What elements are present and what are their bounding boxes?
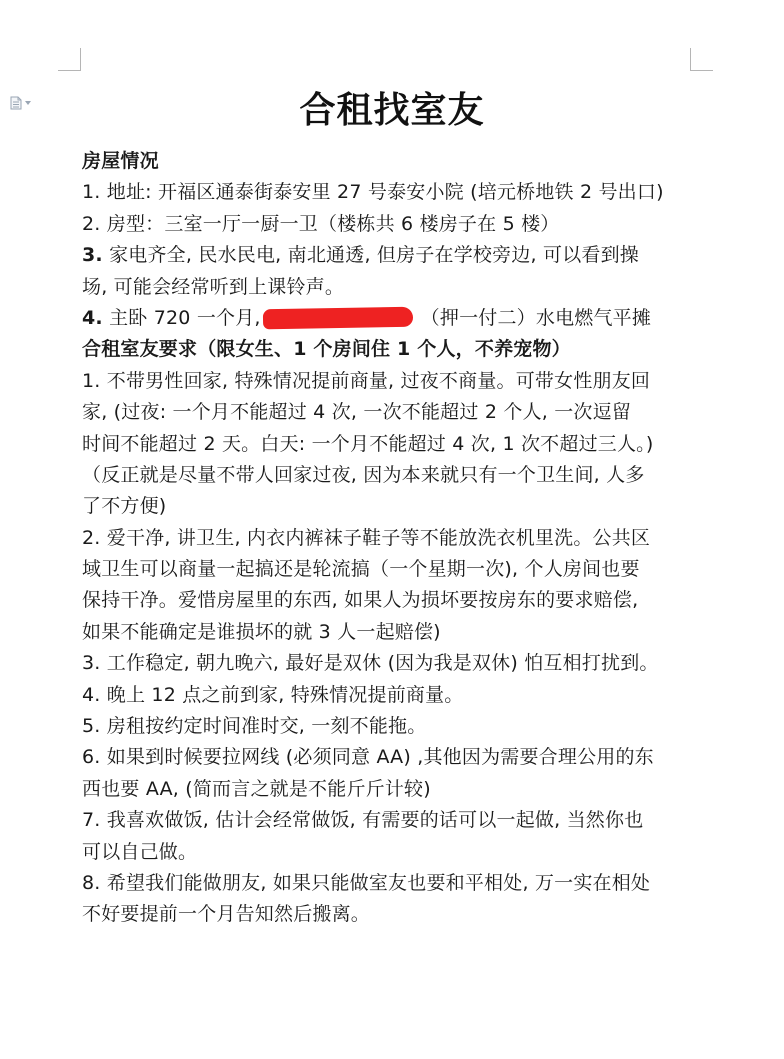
rent-text-after: （押一付二）水电燃气平摊 bbox=[420, 306, 652, 329]
requirement-line: 2. 爱干净, 讲卫生, 内衣内裤袜子鞋子等不能放洗衣机里洗。公共区 bbox=[82, 526, 651, 549]
item-number: 4. bbox=[82, 306, 103, 329]
requirement-line: （反正就是尽量不带人回家过夜, 因为本来就只有一个卫生间, 人多 bbox=[82, 463, 645, 486]
requirement-line: 如果不能确定是谁损坏的就 3 人一起赔偿) bbox=[82, 620, 441, 643]
section-heading-requirements: 合租室友要求（限女生、1 个房间住 1 个人，不养宠物） bbox=[82, 338, 571, 361]
house-line-appliances-text: 家电齐全, 民水民电, 南北通透, 但房子在学校旁边, 可以看到操 bbox=[102, 244, 640, 267]
requirement-line: 域卫生可以商量一起搞还是轮流搞（一个星期一次), 个人房间也要 bbox=[82, 558, 640, 581]
requirement-line: 1. 不带男性回家, 特殊情况提前商量, 过夜不商量。可带女性朋友回 bbox=[82, 369, 651, 392]
house-line-layout: 2. 房型：三室一厅一厨一卫（楼栋共 6 楼房子在 5 楼） bbox=[82, 212, 560, 235]
requirement-line: 7. 我喜欢做饭, 估计会经常做饭, 有需要的话可以一起做, 当然你也 bbox=[82, 809, 644, 832]
redaction-mark bbox=[263, 307, 413, 330]
house-line-address: 1. 地址: 开福区通泰街泰安里 27 号泰安小院 (培元桥地铁 2 号出口) bbox=[82, 181, 664, 204]
requirement-line: 时间不能超过 2 天。白天: 一个月不能超过 4 次, 1 次不超过三人。) bbox=[82, 432, 654, 455]
requirement-line: 西也要 AA, (简而言之就是不能斤斤计较) bbox=[82, 777, 431, 800]
requirement-line: 4. 晚上 12 点之前到家, 特殊情况提前商量。 bbox=[82, 683, 464, 706]
house-line-rent bbox=[82, 303, 702, 334]
item-number: 3. bbox=[82, 244, 103, 267]
page-corner-mark-top-left bbox=[58, 48, 81, 71]
requirement-line: 5. 房租按约定时间准时交, 一刻不能拖。 bbox=[82, 715, 427, 738]
section-heading-house: 房屋情况 bbox=[82, 150, 159, 172]
rent-text-before: 主卧 720 一个月, bbox=[102, 306, 261, 329]
page-corner-mark-top-right bbox=[690, 48, 713, 71]
document-body bbox=[82, 146, 702, 931]
requirement-line: 保持干净。爱惜房屋里的东西, 如果人为损坏要按房东的要求赔偿, bbox=[82, 589, 639, 612]
house-line-appliances bbox=[82, 240, 702, 271]
requirement-line: 家, (过夜: 一个月不能超过 4 次, 一次不能超过 2 个人, 一次逗留 bbox=[82, 401, 632, 424]
requirement-line: 3. 工作稳定, 朝九晚六, 最好是双休 (因为我是双休) 怕互相打扰到。 bbox=[82, 652, 659, 675]
house-line-appliances-cont: 场, 可能会经常听到上课铃声。 bbox=[82, 275, 345, 298]
requirement-line: 了不方便) bbox=[82, 495, 167, 518]
document-title: 合租找室友 bbox=[299, 90, 485, 131]
requirement-line: 可以自己做。 bbox=[82, 840, 198, 863]
requirement-line: 6. 如果到时候要拉网线 (必须同意 AA) ,其他因为需要合理公用的东 bbox=[82, 746, 654, 769]
requirement-line: 8. 希望我们能做朋友, 如果只能做室友也要和平相处, 万一实在相处 bbox=[82, 871, 651, 894]
requirement-line: 不好要提前一个月告知然后搬离。 bbox=[82, 903, 371, 926]
